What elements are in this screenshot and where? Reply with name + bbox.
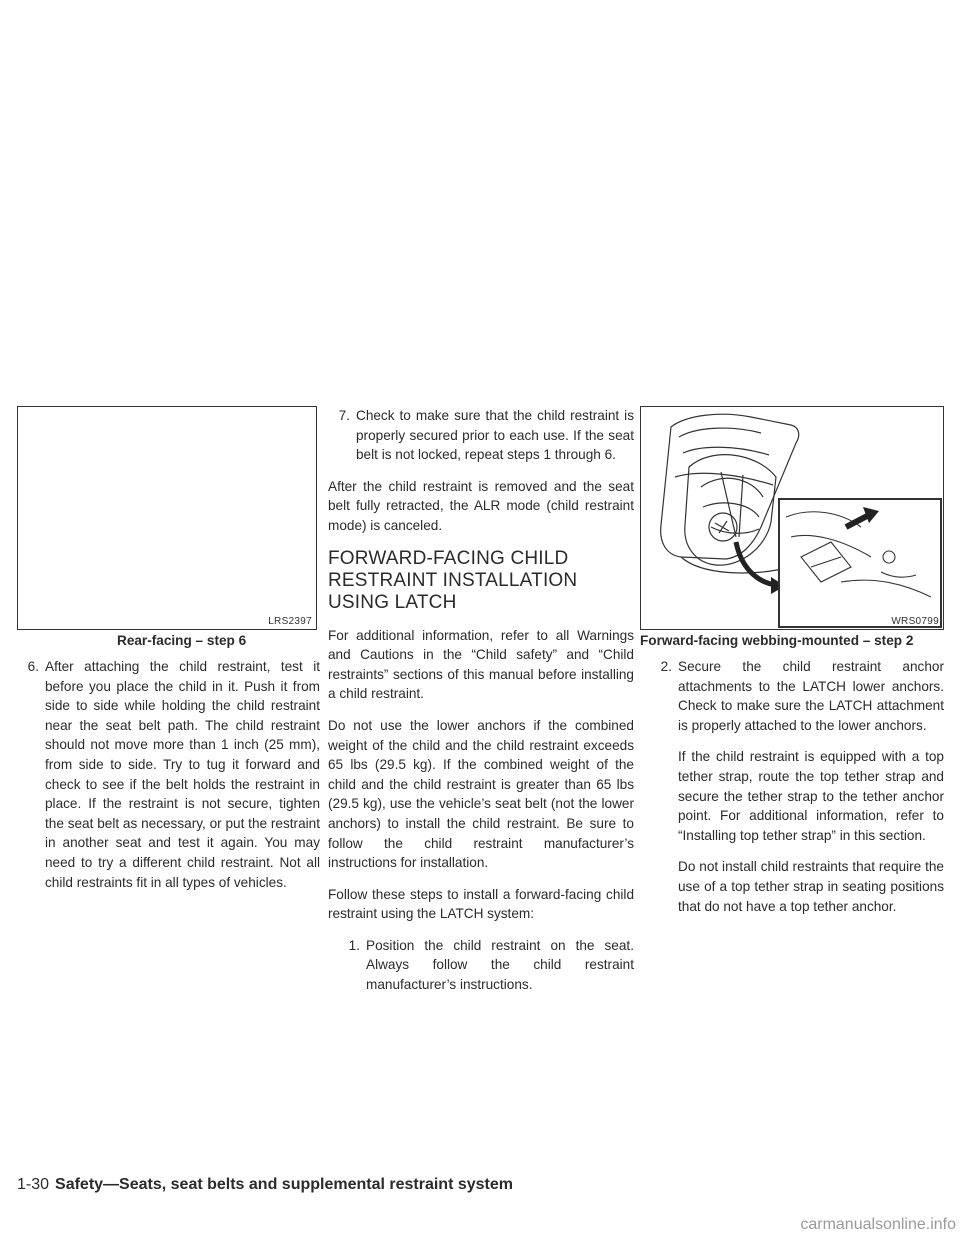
step-text: Secure the child restraint anchor attachments to the LATCH lower anchors. Check to make sure the LATCH attachment is properly attached to the lower anchors.	[678, 659, 944, 733]
step-number: 6.	[27, 659, 39, 674]
step-number: 2.	[660, 659, 672, 674]
step-text: After attaching the child restraint, test it before you place the child in it. Push it from side to side while holding the child restraint near the seat belt path. The child restraint should not move more than 1 inch (25 mm), from side to side. Try to tug it forward and check to see if the belt holds the restraint in place. If the restraint is not secure, tighten the seat belt as necessary, or put the restraint in another seat and test it again. You may need to try a different child restraint. Not all child restraints fit in all types of vehicles.	[45, 659, 320, 890]
column-3	[650, 657, 944, 928]
step-6	[17, 657, 320, 892]
paragraph-info: For additional information, refer to all Warnings and Cautions in the “Child safety” and “Child restraints” sections of this manual before installing a child restraint.	[328, 627, 634, 702]
figure-code: WRS0799	[891, 616, 939, 627]
paragraph-no-install: Do not install child restraints that require the use of a top tether strap in seating positions that do not have a top tether anchor.	[678, 859, 944, 914]
paragraph-tether: If the child restraint is equipped with a top tether strap, route the top tether strap and secure the tether strap to the tether anchor point. For additional information, refer to “Installing top tether strap” in this section.	[678, 749, 944, 843]
step-1	[338, 936, 634, 995]
step-2	[650, 657, 944, 735]
column-1	[17, 657, 320, 904]
figure-caption-forward-facing: Forward-facing webbing-mounted – step 2	[640, 633, 914, 648]
chapter-title: Safety—Seats, seat belts and supplemental restraint system	[55, 1176, 513, 1193]
column-2	[328, 406, 634, 1007]
step-text: Position the child restraint on the seat. Always follow the child restraint manufacturer’s instructions.	[366, 937, 634, 993]
page-footer	[17, 1176, 513, 1194]
step-text: Check to make sure that the child restraint is properly secured prior to each use. If the seat belt is not locked, repeat steps 1 through 6.	[356, 408, 634, 463]
child-seat-illustration	[641, 407, 943, 629]
step-number: 7.	[338, 408, 350, 423]
paragraph-alr: After the child restraint is removed and the seat belt fully retracted, the ALR mode (child restraint mode) is canceled.	[328, 478, 634, 533]
page-number: 1-30	[17, 1176, 50, 1193]
watermark: carmanualsonline.info	[800, 1216, 956, 1233]
figure-caption-rear-facing: Rear-facing – step 6	[117, 633, 247, 648]
figure-rear-facing	[17, 406, 317, 630]
step-number: 1.	[348, 937, 360, 953]
step-7	[328, 406, 634, 465]
section-heading: FORWARD-FACING CHILD RESTRAINT INSTALLATION USING LATCH	[328, 547, 578, 613]
figure-code: LRS2397	[268, 616, 312, 627]
figure-forward-facing	[640, 406, 944, 630]
paragraph-anchors: Do not use the lower anchors if the combined weight of the child and the child restraint exceeds 65 lbs (29.5 kg). If the combined weight of the child and the child restraint is greater than 65 lbs (29.5 kg), use the vehicle’s seat belt (not the lower anchors) to install the child restraint. Be sure to follow the child restraint manufacturer’s instructions for installation.	[328, 717, 634, 871]
paragraph-follow: Follow these steps to install a forward-facing child restraint using the LATCH system:	[328, 886, 634, 922]
